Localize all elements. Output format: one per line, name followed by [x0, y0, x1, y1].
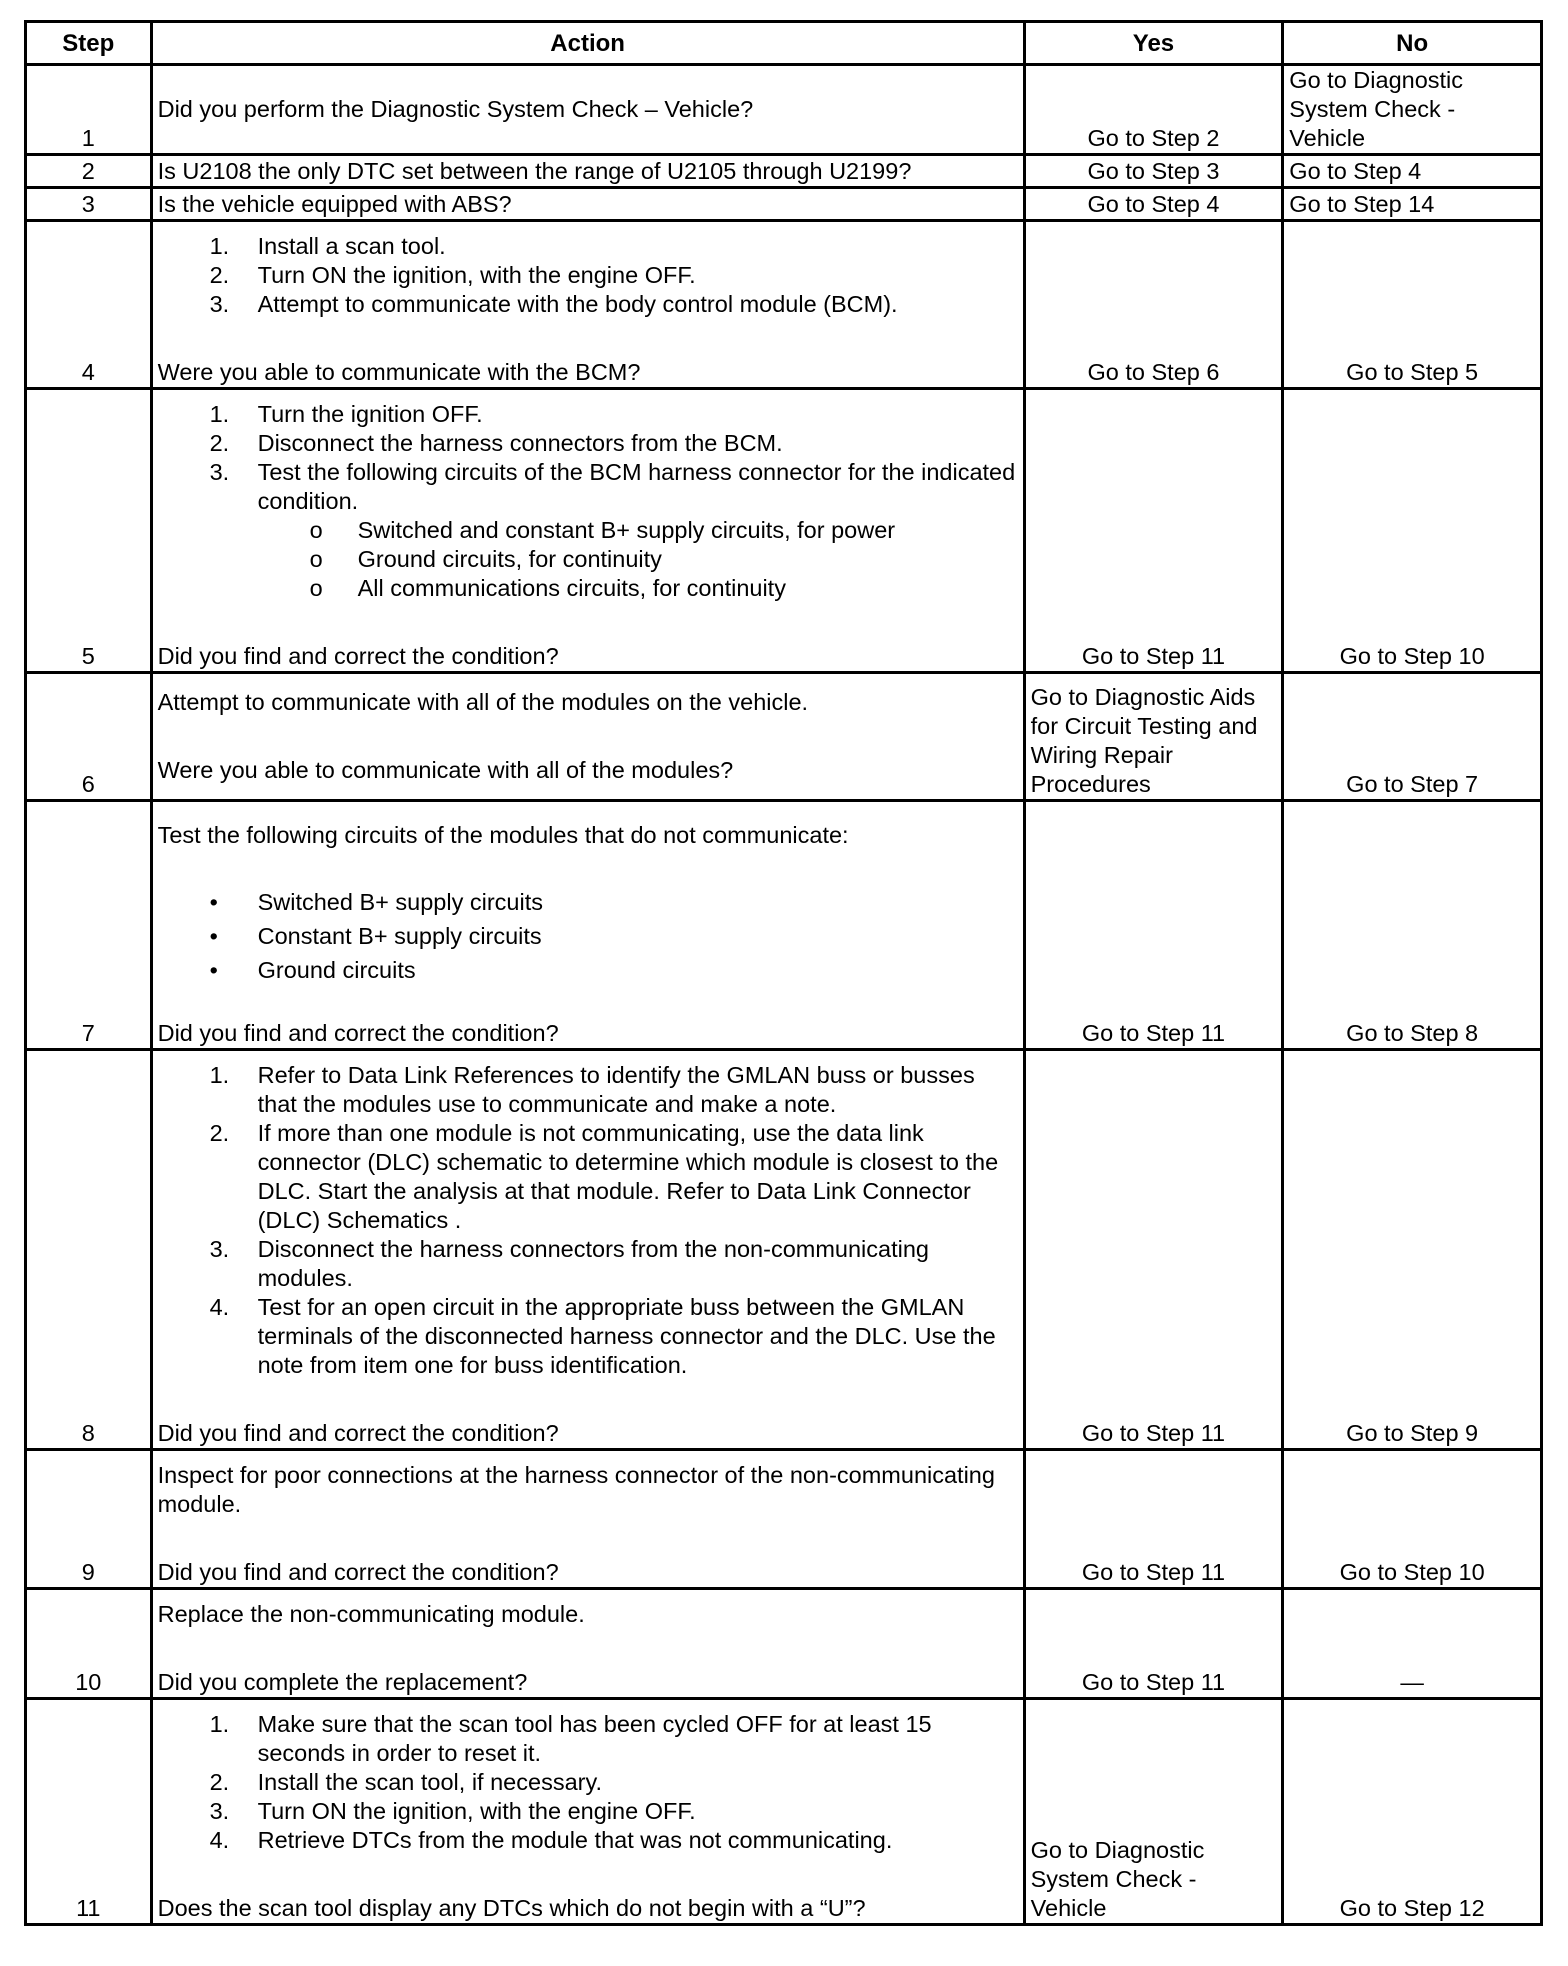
numbered-list: [158, 232, 1018, 319]
list-text: Refer to Data Link References to identify the GMLAN buss or busses that the modules use to communicate and make a note.: [257, 1062, 975, 1117]
list-item: [158, 1293, 1018, 1380]
no-cell: Go to Step 7: [1283, 673, 1542, 801]
list-item: [158, 1826, 1018, 1855]
list-text: If more than one module is not communicating, use the data link connector (DLC) schematic to determine which module is closest to the DLC. Start the analysis at that module. Refer to Data Link Connector (DLC) Schematics .: [257, 1120, 999, 1233]
table-row: [26, 65, 1542, 155]
action-question: Is U2108 the only DTC set between the range of U2105 through U2199?: [157, 158, 912, 184]
list-item: [158, 290, 1018, 319]
list-text: Retrieve DTCs from the module that was not communicating.: [257, 1827, 893, 1853]
table-row: [26, 389, 1542, 673]
yes-cell: Go to Step 2: [1024, 65, 1283, 155]
list-number: 3.: [209, 459, 230, 485]
header-action: Action: [151, 22, 1024, 65]
no-cell: Go to Step 10: [1283, 389, 1542, 673]
list-number: 3.: [209, 291, 230, 317]
list-item: [158, 516, 1018, 545]
action-intro: Attempt to communicate with all of the modules on the vehicle.: [157, 689, 809, 715]
numbered-list: [158, 1061, 1018, 1380]
step-number: 3: [26, 188, 152, 221]
table-row: [26, 1699, 1542, 1925]
list-item: [158, 1768, 1018, 1797]
list-number: 3.: [209, 1798, 230, 1824]
list-text: Attempt to communicate with the body control module (BCM).: [257, 291, 898, 317]
list-text: Turn ON the ignition, with the engine OFF.: [257, 1798, 696, 1824]
action-question: Were you able to communicate with all of the modules?: [157, 757, 734, 783]
bullet-list: [158, 885, 1018, 987]
list-text: Switched B+ supply circuits: [257, 889, 543, 915]
yes-cell: Go to Step 11: [1024, 1450, 1283, 1589]
bullet-mark: •: [209, 923, 218, 949]
no-cell: Go to Step 8: [1283, 801, 1542, 1050]
step-number: 8: [26, 1050, 152, 1450]
list-text: Test the following circuits of the BCM harness connector for the indicated condition.: [257, 459, 1016, 514]
step-number: 7: [26, 801, 152, 1050]
action-question: Did you complete the replacement?: [157, 1669, 528, 1695]
list-text: Disconnect the harness connectors from the BCM.: [257, 430, 783, 456]
list-text: Install the scan tool, if necessary.: [257, 1769, 602, 1795]
action-question: Did you perform the Diagnostic System Check – Vehicle?: [157, 96, 754, 122]
yes-cell: Go to Step 4: [1024, 188, 1283, 221]
yes-cell: Go to Step 11: [1024, 1589, 1283, 1699]
header-yes: Yes: [1024, 22, 1283, 65]
action-intro: Test the following circuits of the modules that do not communicate:: [157, 822, 849, 848]
action-intro: Inspect for poor connections at the harness connector of the non-communicating module.: [157, 1462, 995, 1517]
list-text: Install a scan tool.: [257, 233, 446, 259]
bullet-mark: •: [209, 957, 218, 983]
yes-cell: Go to Diagnostic System Check - Vehicle: [1024, 1699, 1283, 1925]
yes-cell: Go to Step 11: [1024, 1050, 1283, 1450]
action-question: Did you find and correct the condition?: [157, 1420, 559, 1446]
action-question: Were you able to communicate with the BCM?: [157, 359, 641, 385]
list-text: Test for an open circuit in the appropriate buss between the GMLAN terminals of the disconnected harness connector and the DLC. Use the note from item one for buss identification.: [257, 1294, 996, 1378]
list-text: All communications circuits, for continuity: [357, 575, 786, 601]
list-item: [158, 545, 1018, 574]
table-row: [26, 673, 1542, 801]
table-row: [26, 155, 1542, 188]
list-number: 1.: [209, 401, 230, 427]
action-cell: [151, 155, 1024, 188]
table-row: [26, 221, 1542, 389]
header-no: No: [1283, 22, 1542, 65]
header-step: Step: [26, 22, 152, 65]
action-question: Did you find and correct the condition?: [157, 1559, 559, 1585]
step-number: 1: [26, 65, 152, 155]
action-cell: [151, 673, 1024, 801]
step-number: 10: [26, 1589, 152, 1699]
action-intro: Replace the non-communicating module.: [157, 1601, 585, 1627]
list-item: [158, 953, 1018, 987]
table-row: [26, 188, 1542, 221]
bullet-mark: •: [209, 889, 218, 915]
numbered-list: [158, 1710, 1018, 1855]
no-cell: Go to Step 4: [1283, 155, 1542, 188]
list-text: Turn ON the ignition, with the engine OFF.: [257, 262, 696, 288]
action-cell: [151, 188, 1024, 221]
action-question: Is the vehicle equipped with ABS?: [157, 191, 512, 217]
bullet-mark: o: [309, 517, 323, 543]
list-item: [158, 400, 1018, 429]
action-cell: [151, 221, 1024, 389]
bullet-mark: o: [309, 575, 323, 601]
list-text: Ground circuits, for continuity: [357, 546, 662, 572]
numbered-list: [158, 400, 1018, 516]
sub-list: [158, 516, 1018, 603]
list-number: 2.: [209, 262, 230, 288]
no-cell: Go to Step 5: [1283, 221, 1542, 389]
list-number: 1.: [209, 1062, 230, 1088]
list-item: [158, 458, 1018, 516]
action-cell: [151, 1589, 1024, 1699]
list-text: Constant B+ supply circuits: [257, 923, 542, 949]
no-cell: Go to Step 12: [1283, 1699, 1542, 1925]
step-number: 11: [26, 1699, 152, 1925]
no-cell: Go to Step 14: [1283, 188, 1542, 221]
list-number: 1.: [209, 233, 230, 259]
list-number: 2.: [209, 1120, 230, 1146]
list-text: Ground circuits: [257, 957, 416, 983]
list-item: [158, 429, 1018, 458]
list-item: [158, 574, 1018, 603]
list-item: [158, 1235, 1018, 1293]
list-text: Make sure that the scan tool has been cycled OFF for at least 15 seconds in order to reset it.: [257, 1711, 932, 1766]
yes-cell: Go to Step 11: [1024, 801, 1283, 1050]
header-row: [26, 22, 1542, 65]
action-question: Does the scan tool display any DTCs which do not begin with a “U”?: [157, 1895, 866, 1921]
yes-cell: Go to Diagnostic Aids for Circuit Testing and Wiring Repair Procedures: [1024, 673, 1283, 801]
list-item: [158, 1797, 1018, 1826]
yes-cell: Go to Step 6: [1024, 221, 1283, 389]
list-text: Turn the ignition OFF.: [257, 401, 483, 427]
action-question: Did you find and correct the condition?: [157, 643, 559, 669]
list-number: 3.: [209, 1236, 230, 1262]
list-item: [158, 885, 1018, 919]
list-number: 2.: [209, 430, 230, 456]
diagnostic-page: [24, 20, 1543, 1926]
step-number: 6: [26, 673, 152, 801]
yes-cell: Go to Step 11: [1024, 389, 1283, 673]
list-number: 2.: [209, 1769, 230, 1795]
step-number: 4: [26, 221, 152, 389]
action-cell: [151, 389, 1024, 673]
no-cell: Go to Diagnostic System Check - Vehicle: [1283, 65, 1542, 155]
action-cell: [151, 801, 1024, 1050]
list-item: [158, 232, 1018, 261]
table-row: [26, 1050, 1542, 1450]
step-number: 5: [26, 389, 152, 673]
step-number: 2: [26, 155, 152, 188]
action-question: Did you find and correct the condition?: [157, 1020, 559, 1046]
table-row: [26, 801, 1542, 1050]
list-item: [158, 919, 1018, 953]
list-text: Disconnect the harness connectors from the non-communicating modules.: [257, 1236, 929, 1291]
action-cell: [151, 1699, 1024, 1925]
list-number: 4.: [209, 1827, 230, 1853]
diagnostic-table: [24, 20, 1543, 1926]
list-text: Switched and constant B+ supply circuits, for power: [357, 517, 896, 543]
list-item: [158, 1119, 1018, 1235]
list-item: [158, 261, 1018, 290]
list-number: 4.: [209, 1294, 230, 1320]
table-row: [26, 1450, 1542, 1589]
list-number: 1.: [209, 1711, 230, 1737]
step-number: 9: [26, 1450, 152, 1589]
bullet-mark: o: [309, 546, 323, 572]
action-cell: [151, 65, 1024, 155]
list-item: [158, 1710, 1018, 1768]
yes-cell: Go to Step 3: [1024, 155, 1283, 188]
no-cell: Go to Step 9: [1283, 1050, 1542, 1450]
action-cell: [151, 1450, 1024, 1589]
list-item: [158, 1061, 1018, 1119]
table-row: [26, 1589, 1542, 1699]
action-cell: [151, 1050, 1024, 1450]
no-cell: Go to Step 10: [1283, 1450, 1542, 1589]
no-cell: —: [1283, 1589, 1542, 1699]
